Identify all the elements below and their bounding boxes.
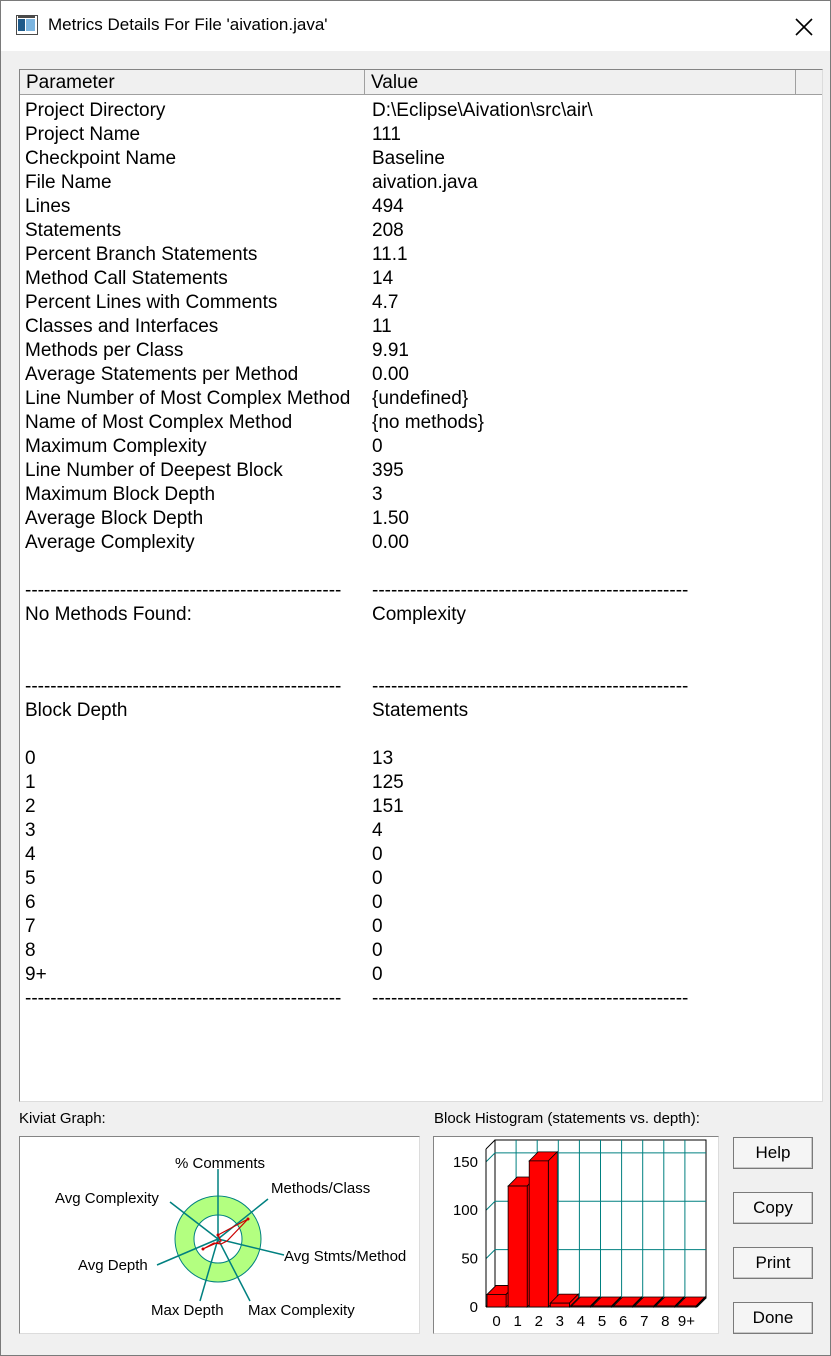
row-value: {no methods} (372, 412, 484, 433)
row-parameter: Methods per Class (25, 340, 184, 361)
row-value: Baseline (372, 148, 445, 169)
table-row[interactable] (20, 531, 822, 555)
done-button[interactable]: Done (733, 1302, 813, 1334)
histogram-bar (677, 1306, 696, 1307)
row-value: 111 (372, 124, 401, 145)
row-parameter: -------------------------------------------------- (25, 676, 342, 697)
histogram-svg (434, 1137, 718, 1333)
table-row[interactable] (20, 939, 822, 963)
table-row[interactable] (20, 699, 822, 723)
y-tick-label: 0 (469, 1299, 478, 1316)
table-row[interactable] (20, 627, 822, 651)
table-row[interactable] (20, 747, 822, 771)
axis-label-comments: % Comments (174, 1155, 266, 1172)
table-row[interactable] (20, 171, 822, 195)
table-row[interactable] (20, 795, 822, 819)
row-parameter: 5 (25, 868, 36, 889)
row-value: 11 (372, 316, 392, 337)
histogram-bar (529, 1161, 548, 1307)
row-parameter: Line Number of Most Complex Method (25, 388, 351, 409)
row-value: {undefined} (372, 388, 469, 409)
table-row[interactable] (20, 819, 822, 843)
y-tick-label: 50 (461, 1250, 478, 1268)
x-tick-label: 5 (597, 1313, 607, 1330)
y-tick-label: 150 (452, 1153, 478, 1171)
table-row[interactable] (20, 219, 822, 243)
row-parameter: Classes and Interfaces (25, 316, 219, 337)
row-value: 494 (372, 196, 404, 217)
x-tick-label: 2 (534, 1313, 543, 1330)
row-value: 0 (372, 892, 383, 913)
row-parameter: File Name (25, 172, 112, 193)
row-value: 0 (372, 844, 383, 865)
histogram-gridline-side (486, 1153, 495, 1162)
print-button[interactable]: Print (733, 1247, 813, 1279)
row-parameter: Lines (25, 196, 71, 217)
x-tick-label: 6 (618, 1313, 628, 1330)
row-value: Statements (372, 700, 469, 721)
axis-label-max-depth: Max Depth (151, 1302, 224, 1319)
x-tick-label: 8 (661, 1313, 670, 1330)
row-value: Complexity (372, 604, 466, 625)
table-row[interactable] (20, 867, 822, 891)
row-parameter: Percent Lines with Comments (25, 292, 278, 313)
row-value: 14 (372, 268, 394, 289)
row-value: 125 (372, 772, 404, 793)
row-parameter: Statements (25, 220, 122, 241)
table-row[interactable] (20, 675, 822, 699)
x-tick-label: 0 (492, 1313, 501, 1330)
row-value: 9.91 (372, 340, 409, 361)
table-row[interactable] (20, 411, 822, 435)
table-row[interactable] (20, 603, 822, 627)
row-parameter: 3 (25, 820, 36, 841)
table-row[interactable] (20, 723, 822, 747)
row-parameter: Line Number of Deepest Block (25, 460, 283, 481)
row-parameter: 8 (25, 940, 36, 961)
axis-label-avg-complexity: Avg Complexity (55, 1190, 159, 1207)
row-parameter: 9+ (25, 964, 47, 985)
row-parameter: No Methods Found: (25, 604, 192, 625)
row-parameter: Name of Most Complex Method (25, 412, 293, 433)
table-row[interactable] (20, 507, 822, 531)
table-row[interactable] (20, 195, 822, 219)
close-button[interactable] (781, 7, 829, 47)
table-row[interactable] (20, 963, 822, 987)
table-row[interactable] (20, 843, 822, 867)
row-parameter: 4 (25, 844, 36, 865)
row-value: 0.00 (372, 532, 409, 553)
table-row[interactable] (20, 123, 822, 147)
column-header-parameter[interactable]: Parameter (20, 70, 365, 95)
block-histogram (433, 1136, 719, 1334)
table-row[interactable] (20, 771, 822, 795)
row-parameter: 0 (25, 748, 36, 769)
row-parameter: 1 (25, 772, 36, 793)
table-row[interactable] (20, 435, 822, 459)
row-parameter: Percent Branch Statements (25, 244, 258, 265)
histogram-bar (614, 1306, 633, 1307)
table-row[interactable] (20, 363, 822, 387)
histogram-bar (635, 1306, 654, 1307)
row-parameter: 6 (25, 892, 36, 913)
kiviat-svg (20, 1137, 419, 1333)
row-parameter: Checkpoint Name (25, 148, 177, 169)
x-tick-label: 3 (555, 1313, 565, 1330)
kiviat-graph-label: Kiviat Graph: (19, 1110, 106, 1127)
metrics-rows (20, 99, 822, 1011)
row-value: D:\Eclipse\Aivation\src\air\ (372, 100, 593, 121)
table-row[interactable] (20, 339, 822, 363)
histogram-bar-side (548, 1152, 557, 1307)
row-parameter: Average Block Depth (25, 508, 204, 529)
axis-label-avg-depth: Avg Depth (78, 1257, 148, 1274)
table-row[interactable] (20, 891, 822, 915)
x-tick-label: 4 (576, 1313, 586, 1330)
x-tick-label: 9+ (677, 1313, 696, 1330)
histogram-bar (550, 1303, 569, 1307)
row-parameter: Project Directory (25, 100, 166, 121)
histogram-bar (593, 1306, 612, 1307)
row-parameter: Maximum Complexity (25, 436, 207, 457)
row-value: 4 (372, 820, 383, 841)
copy-button[interactable]: Copy (733, 1192, 813, 1224)
histogram-gridline-side (486, 1201, 495, 1210)
row-value: 208 (372, 220, 404, 241)
row-value: 3 (372, 484, 383, 505)
column-header-filler (796, 70, 822, 95)
y-tick-label: 100 (452, 1202, 478, 1220)
row-parameter: -------------------------------------------------- (25, 580, 342, 601)
histogram-corner (486, 1140, 495, 1149)
column-header-value[interactable]: Value (365, 70, 796, 95)
close-icon (795, 18, 813, 36)
table-row[interactable] (20, 291, 822, 315)
table-row[interactable] (20, 99, 822, 123)
table-row[interactable] (20, 387, 822, 411)
axis-label-max-complexity: Max Complexity (248, 1302, 355, 1319)
window-title: Metrics Details For File 'aivation.java' (48, 15, 328, 34)
table-row[interactable] (20, 579, 822, 603)
kiviat-graph (19, 1136, 420, 1334)
row-value: 395 (372, 460, 404, 481)
row-value: 1.50 (372, 508, 409, 529)
row-value: -------------------------------------------------- (372, 676, 689, 697)
table-row[interactable] (20, 483, 822, 507)
row-parameter: Maximum Block Depth (25, 484, 216, 505)
table-row[interactable] (20, 915, 822, 939)
table-row[interactable] (20, 147, 822, 171)
row-parameter: -------------------------------------------------- (25, 988, 342, 1009)
histogram-bar (571, 1306, 590, 1307)
axis-label-avg-stmts: Avg Stmts/Method (284, 1248, 407, 1265)
table-row[interactable] (20, 651, 822, 675)
row-value: 151 (372, 796, 404, 817)
histogram-bar (508, 1186, 527, 1307)
x-tick-label: 1 (513, 1313, 522, 1330)
row-value: 0 (372, 964, 383, 985)
row-value: -------------------------------------------------- (372, 580, 689, 601)
row-value: aivation.java (372, 172, 478, 193)
table-row[interactable] (20, 459, 822, 483)
app-icon (16, 15, 38, 35)
x-tick-label: 7 (640, 1313, 649, 1330)
row-parameter: Project Name (25, 124, 141, 145)
table-row[interactable] (20, 555, 822, 579)
table-row[interactable] (20, 243, 822, 267)
help-button[interactable]: Help (733, 1137, 813, 1169)
table-row[interactable] (20, 987, 822, 1011)
row-parameter: 2 (25, 796, 36, 817)
row-parameter: 7 (25, 916, 36, 937)
row-value: 0 (372, 436, 383, 457)
title-bar (1, 1, 830, 51)
table-row[interactable] (20, 267, 822, 291)
table-row[interactable] (20, 315, 822, 339)
histogram-label: Block Histogram (statements vs. depth): (434, 1110, 700, 1127)
row-value: 0.00 (372, 364, 409, 385)
histogram-bar (487, 1294, 506, 1307)
row-value: 0 (372, 940, 383, 961)
row-parameter: Block Depth (25, 700, 128, 721)
row-value: 13 (372, 748, 394, 769)
row-parameter: Average Complexity (25, 532, 195, 553)
metrics-list[interactable] (19, 69, 823, 1102)
row-value: 0 (372, 916, 383, 937)
row-value: 11.1 (372, 244, 408, 265)
row-value: 0 (372, 868, 383, 889)
axis-label-methods-class: Methods/Class (271, 1180, 371, 1197)
row-value: -------------------------------------------------- (372, 988, 689, 1009)
row-parameter: Average Statements per Method (25, 364, 299, 385)
row-value: 4.7 (372, 292, 399, 313)
histogram-bar (656, 1306, 675, 1307)
histogram-gridline-side (486, 1250, 495, 1259)
row-parameter: Method Call Statements (25, 268, 228, 289)
